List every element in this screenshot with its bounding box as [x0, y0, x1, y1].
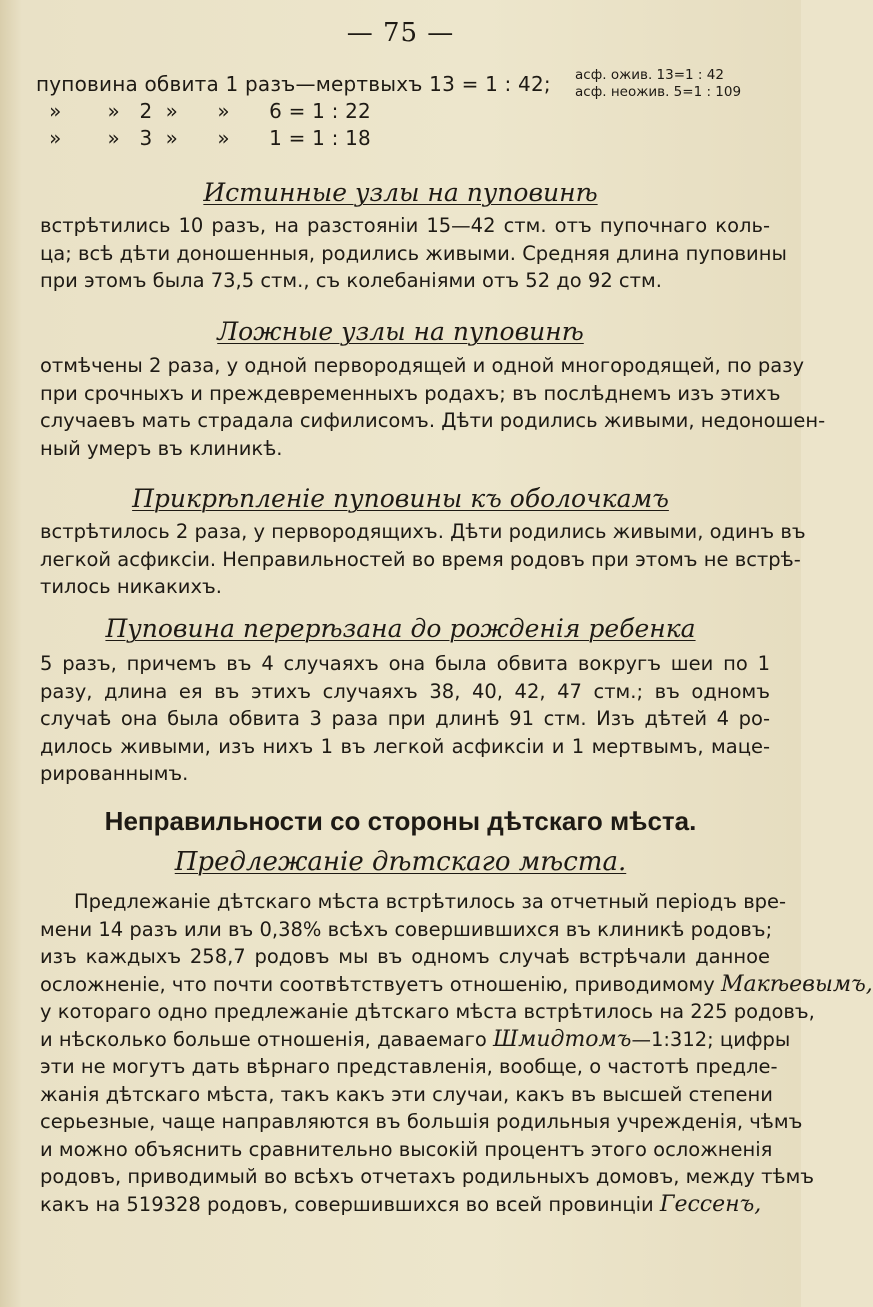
text-line: изъ каждыхъ 258,7 родовъ мы въ одномъ случаѣ встрѣчали данное [40, 945, 770, 968]
text-line: случаевъ мать страдала сифилисомъ. Дѣти родились живыми, недоношен- [40, 409, 826, 432]
text-line: встрѣтились 10 разъ, на разстояніи 15—42 стм. отъ пупочнаго коль- [40, 214, 770, 237]
text-line: мени 14 разъ или въ 0,38% всѣхъ совершившихся въ клиникѣ родовъ; [40, 917, 773, 941]
text-fragment: осложненіе, что почти соотвѣтствуетъ отношенію, приводимому [40, 972, 721, 996]
section-text-true-knots [40, 212, 787, 295]
text-fragment: и нѣсколько больше отношенія, даваемаго [40, 1027, 493, 1051]
asphyxia-note-dead: асф. неожив. 5=1 : 109 [575, 84, 742, 100]
text-line: ца; всѣ дѣти доношенныя, родились живыми. Средняя длина пуповины [40, 241, 787, 265]
major-heading-placenta: Неправильности со стороны дѣтскаго мѣста. [104, 806, 697, 836]
text-line: встрѣтилось 2 раза, у первородящихъ. Дѣти родились живыми, одинъ въ [40, 520, 806, 543]
text-fragment: —1:312; цифры [631, 1027, 791, 1051]
table-row: » » 3 » » 1 = 1 : 18 [36, 126, 371, 150]
section-text-cord-cut [40, 650, 770, 788]
text-line: родовъ, приводимый во всѣхъ отчетахъ родильныхъ домовъ, между тѣмъ [40, 1165, 815, 1188]
text-line: при срочныхъ и преждевременныхъ родахъ; въ послѣднемъ изъ этихъ [40, 381, 781, 405]
author-name-makeev: Макѣевымъ, [720, 971, 873, 997]
text-line: отмѣчены 2 раза, у одной первородящей и одной многородящей, по разу [40, 354, 805, 377]
text-line [40, 1026, 791, 1054]
text-line: ный умеръ въ клиникѣ. [40, 436, 283, 460]
text-line [40, 971, 873, 999]
section-heading-true-knots: Истинные узлы на пуповинѣ [203, 178, 598, 207]
author-name-schmidt: Шмидтомъ [492, 1026, 632, 1052]
text-fragment: какъ на 519328 родовъ, совершившихся во всей провинціи [40, 1192, 660, 1216]
text-line: 5 разъ, причемъ въ 4 случаяхъ она была обвита вокругъ шеи по 1 [40, 652, 770, 675]
asphyxia-note-alive: асф. ожив. 13=1 : 42 [575, 67, 724, 83]
text-line: эти не могутъ дать вѣрнаго представленія, вообще, о частотѣ предле- [40, 1055, 778, 1078]
text-line: рированнымъ. [40, 762, 189, 785]
text-line: тилось никакихъ. [40, 575, 222, 598]
place-name-hessen: Гессенъ, [659, 1191, 762, 1217]
section-heading-velamentous-insertion: Прикрѣпленіе пуповины къ оболочкамъ [132, 484, 669, 513]
text-line: серьезные, чаще направляются въ большія родильныя учрежденія, чѣмъ [40, 1110, 803, 1133]
text-line: разу, длина ея въ этихъ случаяхъ 38, 40, 42, 47 стм.; въ одномъ [40, 679, 770, 703]
text-line: жанія дѣтскаго мѣста, такъ какъ эти случаи, какъ въ высшей степени [40, 1082, 773, 1106]
section-heading-cord-cut: Пуповина перерѣзана до рожденія ребенка [105, 614, 696, 643]
section-text-false-knots [40, 352, 826, 462]
page-number: — 75 — [346, 18, 455, 48]
sub-heading-placenta-previa: Предлежаніе дѣтскаго мѣста. [174, 847, 627, 877]
text-line: случаѣ она была обвита 3 раза при длинѣ 91 стм. Изъ дѣтей 4 ро- [40, 707, 770, 730]
section-text-velamentous-insertion [40, 518, 806, 601]
text-line: у котораго одно предлежаніе дѣтскаго мѣста встрѣтилось на 225 родовъ, [40, 1000, 815, 1023]
text-line [40, 1191, 770, 1219]
table-row: » » 2 » » 6 = 1 : 22 [36, 99, 371, 123]
text-line: при этомъ была 73,5 стм., съ колебаніями отъ 52 до 92 стм. [40, 269, 662, 292]
placenta-previa-paragraph [40, 888, 873, 1218]
text-line: дилось живыми, изъ нихъ 1 въ легкой асфиксіи и 1 мертвымъ, маце- [40, 734, 770, 758]
table-row: пуповина обвита 1 разъ—мертвыхъ 13 = 1 : 42; [36, 72, 551, 96]
text-line: и можно объяснить сравнительно высокій процентъ этого осложненія [40, 1137, 773, 1161]
text-line: Предлежаніе дѣтскаго мѣста встрѣтилось за отчетный періодъ вре- [74, 890, 787, 913]
text-line: легкой асфиксіи. Неправильностей во время родовъ при этомъ не встрѣ- [40, 547, 801, 571]
section-heading-false-knots: Ложные узлы на пуповинѣ [217, 317, 584, 346]
